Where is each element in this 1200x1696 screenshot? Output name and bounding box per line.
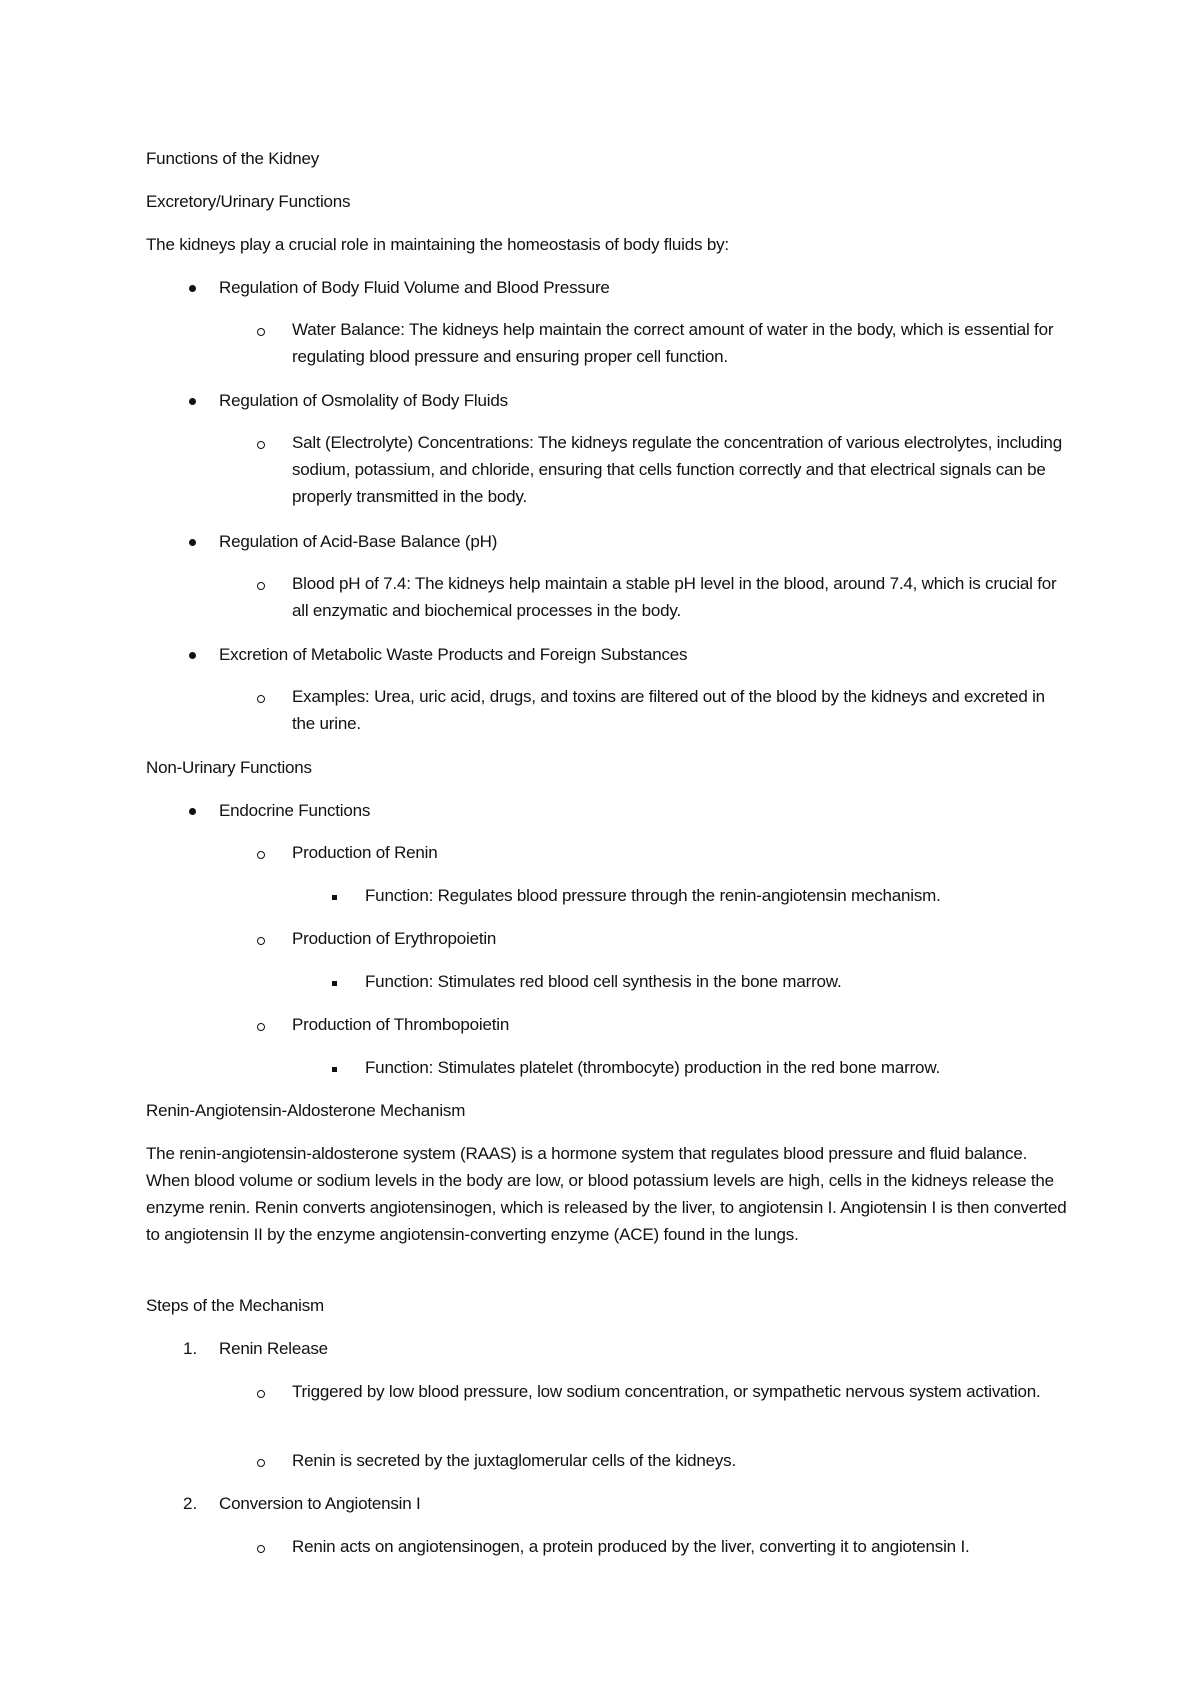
circle-bullet-icon bbox=[257, 328, 265, 336]
circle-bullet-icon bbox=[257, 1545, 265, 1553]
list-item: Regulation of Body Fluid Volume and Blood Pressure bbox=[219, 278, 610, 297]
circle-bullet-icon bbox=[257, 695, 265, 703]
sub-list-item: Water Balance: The kidneys help maintain the correct amount of water in the body, which is essential for regulating blood pressure and ensuring proper cell function. bbox=[292, 320, 1054, 366]
list-item: Regulation of Osmolality of Body Fluids bbox=[219, 391, 508, 410]
square-bullet-icon bbox=[332, 981, 337, 986]
circle-bullet-icon bbox=[257, 441, 265, 449]
intro-text: The kidneys play a crucial role in maintaining the homeostasis of body fluids by: bbox=[146, 235, 729, 254]
list-item: Conversion to Angiotensin I bbox=[219, 1494, 421, 1513]
sub-list-item: Examples: Urea, uric acid, drugs, and toxins are filtered out of the blood by the kidneys and excreted in the urine. bbox=[292, 687, 1045, 733]
circle-bullet-icon bbox=[257, 1459, 265, 1467]
circle-bullet-icon bbox=[257, 582, 265, 590]
bullet-icon bbox=[189, 398, 196, 405]
sub-list-item: Production of Erythropoietin bbox=[292, 929, 497, 948]
sub-list-item: Triggered by low blood pressure, low sodium concentration, or sympathetic nervous system activation. bbox=[292, 1382, 1041, 1401]
sub-list-item: Production of Thrombopoietin bbox=[292, 1015, 510, 1034]
sub-sub-list-item: Function: Stimulates platelet (thrombocyte) production in the red bone marrow. bbox=[365, 1058, 940, 1077]
sub-list-item: Production of Renin bbox=[292, 843, 438, 862]
section-heading-excretory: Excretory/Urinary Functions bbox=[146, 192, 351, 211]
step-number: 1. bbox=[183, 1339, 198, 1358]
section-heading-raas: Renin-Angiotensin-Aldosterone Mechanism bbox=[146, 1101, 466, 1120]
section-heading-non-urinary: Non-Urinary Functions bbox=[146, 758, 312, 777]
list-item: Endocrine Functions bbox=[219, 801, 371, 820]
list-item: Excretion of Metabolic Waste Products and Foreign Substances bbox=[219, 645, 688, 664]
circle-bullet-icon bbox=[257, 1023, 265, 1031]
bullet-icon bbox=[189, 285, 196, 292]
circle-bullet-icon bbox=[257, 1390, 265, 1398]
sub-list-item: Renin is secreted by the juxtaglomerular cells of the kidneys. bbox=[292, 1451, 736, 1470]
sub-list-item: Renin acts on angiotensinogen, a protein produced by the liver, converting it to angiotensin I. bbox=[292, 1537, 970, 1556]
document-title: Functions of the Kidney bbox=[146, 149, 320, 168]
section-heading-steps: Steps of the Mechanism bbox=[146, 1296, 324, 1315]
sub-sub-list-item: Function: Stimulates red blood cell synthesis in the bone marrow. bbox=[365, 972, 842, 991]
raas-paragraph: The renin-angiotensin-aldosterone system (RAAS) is a hormone system that regulates blood pressure and fluid balance. When blood volume or sodium levels in the body are low, or blood potassium levels are high, cells in the kidneys release the enzyme renin. Renin converts angiotensinogen, which is released by the liver, to angiotensin I. Angiotensin I is then converted to angiotensin II by the enzyme angiotensin-converting enzyme (ACE) found in the lungs. bbox=[146, 1144, 1067, 1244]
sub-list-item: Blood pH of 7.4: The kidneys help maintain a stable pH level in the blood, around 7.4, which is crucial for all enzymatic and biochemical processes in the body. bbox=[292, 574, 1057, 620]
bullet-icon bbox=[189, 652, 196, 659]
sub-list-item: Salt (Electrolyte) Concentrations: The kidneys regulate the concentration of various electrolytes, including sodium, potassium, and chloride, ensuring that cells function correctly and that electrical signals can be properly transmitted in the body. bbox=[292, 433, 1062, 506]
list-item: Regulation of Acid-Base Balance (pH) bbox=[219, 532, 498, 551]
circle-bullet-icon bbox=[257, 851, 265, 859]
square-bullet-icon bbox=[332, 895, 337, 900]
sub-sub-list-item: Function: Regulates blood pressure through the renin-angiotensin mechanism. bbox=[365, 886, 941, 905]
list-item: Renin Release bbox=[219, 1339, 328, 1358]
bullet-icon bbox=[189, 539, 196, 546]
square-bullet-icon bbox=[332, 1067, 337, 1072]
bullet-icon bbox=[189, 808, 196, 815]
circle-bullet-icon bbox=[257, 937, 265, 945]
step-number: 2. bbox=[183, 1494, 198, 1513]
